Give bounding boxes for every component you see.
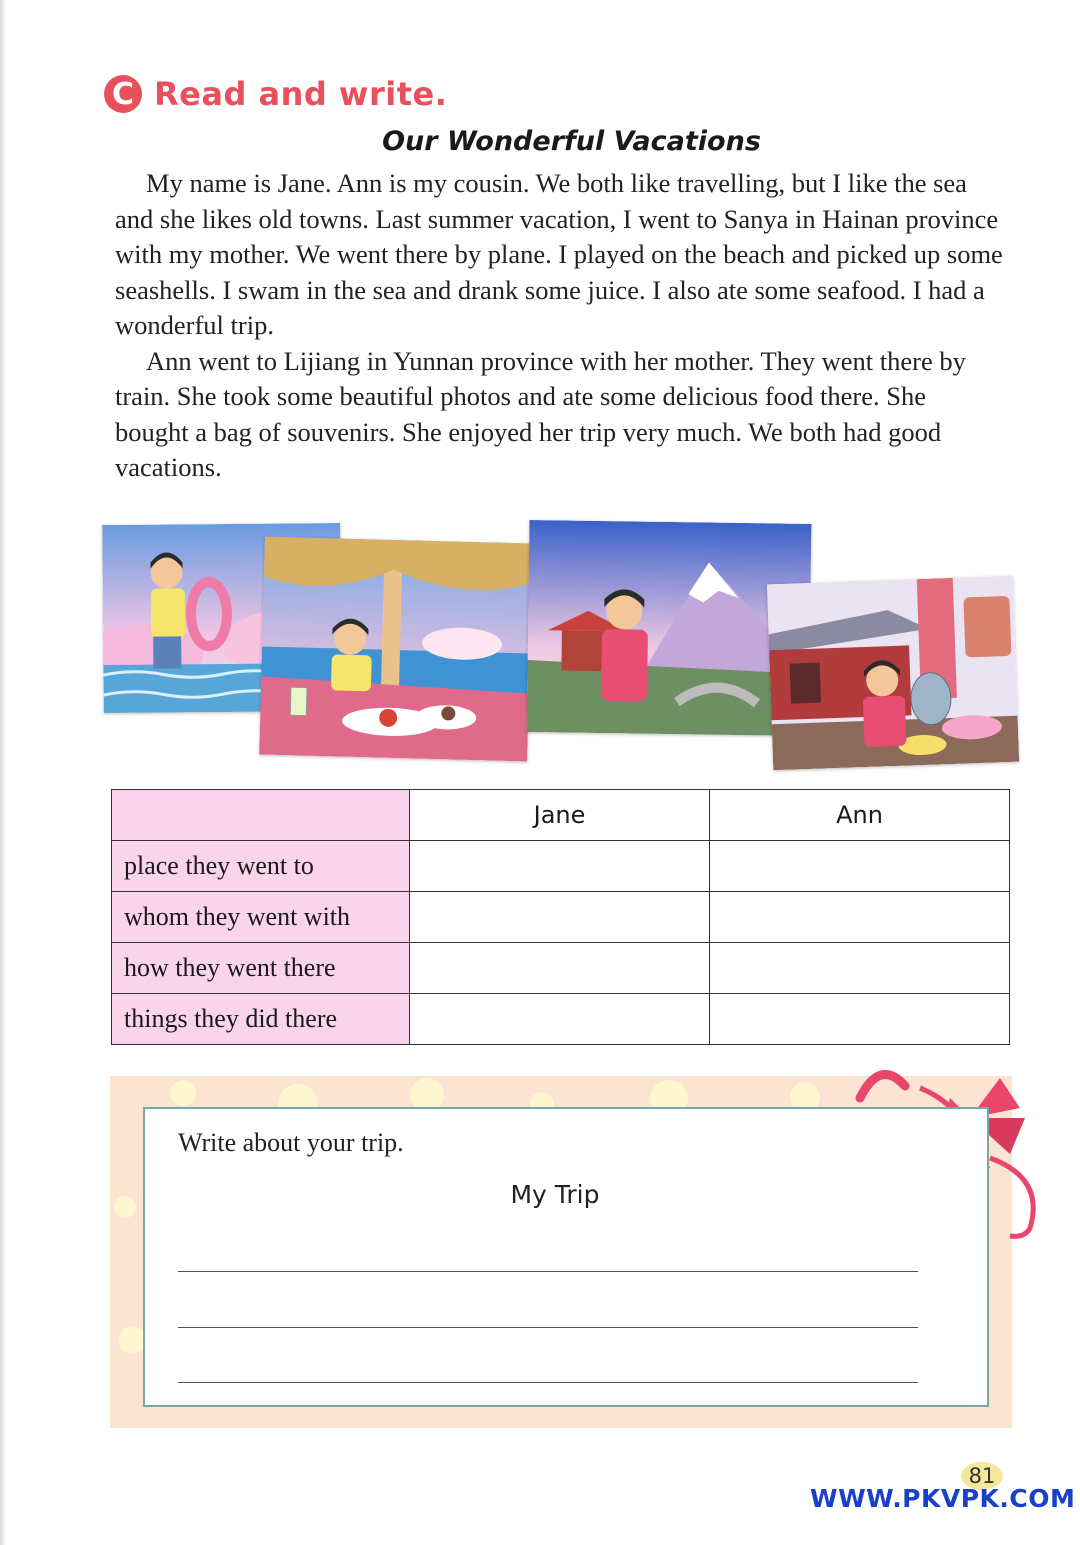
row-label: things they did there <box>112 994 410 1045</box>
answer-cell-ann[interactable] <box>710 943 1010 994</box>
answer-cell-ann[interactable] <box>710 892 1010 943</box>
table-row <box>112 943 1010 994</box>
writing-line[interactable] <box>178 1382 918 1383</box>
row-label: place they went to <box>112 841 410 892</box>
writing-line[interactable] <box>178 1271 918 1272</box>
answer-cell-jane[interactable] <box>410 943 710 994</box>
column-header-jane: Jane <box>410 790 710 841</box>
table-row <box>112 841 1010 892</box>
answer-cell-ann[interactable] <box>710 841 1010 892</box>
row-label: how they went there <box>112 943 410 994</box>
writing-line[interactable] <box>178 1327 918 1328</box>
story-paragraph: My name is Jane. Ann is my cousin. We both like travelling, but I like the sea and she likes old towns. Last summer vacation, I went to Sanya in Hainan province with my mother. We went there by plane. I played on the beach and picked up some seashells. I swam in the sea and drank some juice. I also ate some seafood. I had a wonderful trip. <box>115 168 1003 340</box>
answer-cell-jane[interactable] <box>410 892 710 943</box>
table-row <box>112 892 1010 943</box>
seafood-picture <box>259 537 533 762</box>
decor-dot <box>170 1080 196 1106</box>
answer-cell-ann[interactable] <box>710 994 1010 1045</box>
writing-title: My Trip <box>510 1180 600 1209</box>
section-badge: C <box>104 75 142 113</box>
section-title: Read and write. <box>154 75 448 113</box>
decor-dot <box>118 1326 146 1354</box>
row-label: whom they went with <box>112 892 410 943</box>
page-number: 81 <box>961 1462 1003 1490</box>
table-row <box>112 994 1010 1045</box>
story-paragraph: Ann went to Lijiang in Yunnan province with her mother. They went there by train. She took some beautiful photos and ate some delicious food there. She bought a bag of souvenirs. She enjoyed her trip very much. We both had good vacations. <box>115 345 966 482</box>
story-text <box>115 166 1005 486</box>
writing-prompt: Write about your trip. <box>178 1128 404 1157</box>
table-header-row <box>112 790 1010 841</box>
page-binding-edge <box>0 0 6 1545</box>
trip-comparison-table <box>111 789 1010 1045</box>
souvenir-market-picture <box>767 576 1019 770</box>
watermark: WWW.PKVPK.COM <box>810 1484 1076 1513</box>
section-header <box>104 72 447 116</box>
answer-cell-jane[interactable] <box>410 841 710 892</box>
column-header-ann: Ann <box>710 790 1010 841</box>
illustration-strip <box>100 520 1020 770</box>
table-corner-cell <box>112 790 410 841</box>
answer-cell-jane[interactable] <box>410 994 710 1045</box>
story-title: Our Wonderful Vacations <box>382 126 761 157</box>
